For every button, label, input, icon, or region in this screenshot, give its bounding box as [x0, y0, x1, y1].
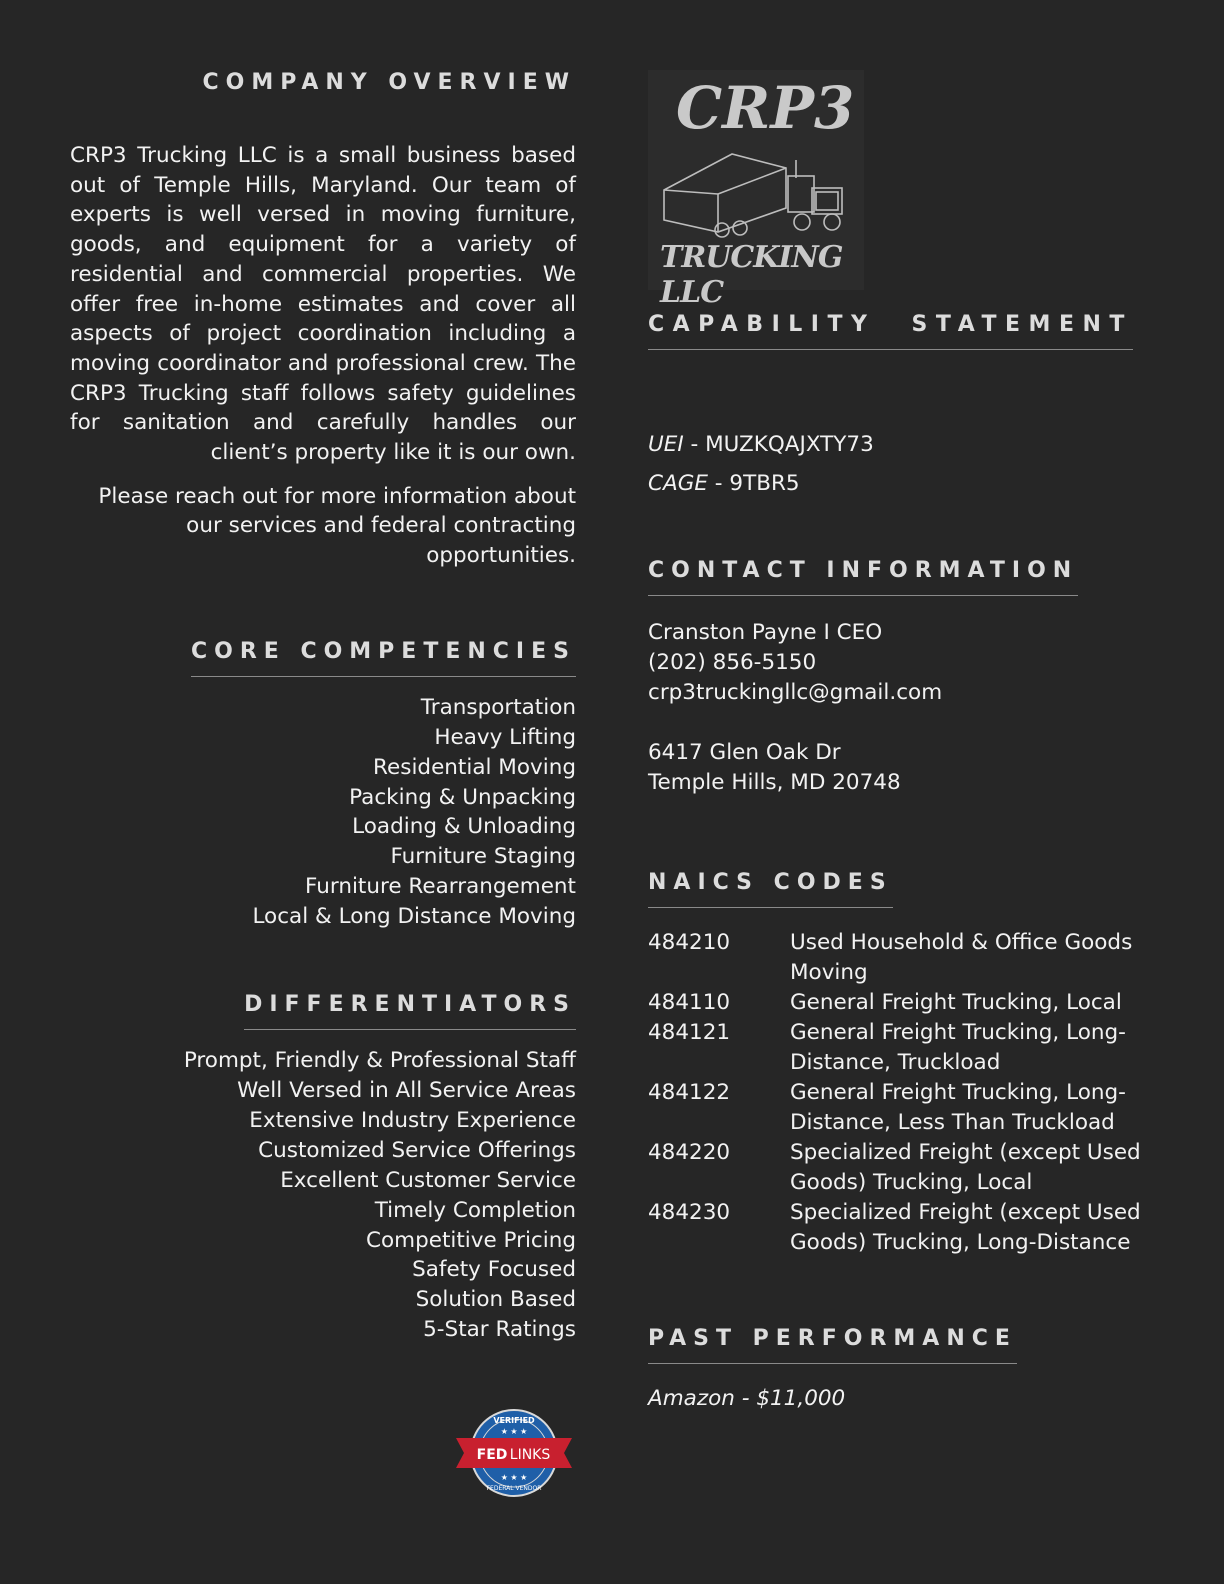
list-item: Competitive Pricing: [365, 1227, 576, 1253]
company-identifiers: [648, 432, 1148, 496]
badge-top-text: VERIFIED: [493, 1416, 535, 1425]
fedlinks-badge: [456, 1408, 572, 1502]
past-performance-heading: PAST PERFORMANCE: [648, 1326, 1017, 1364]
list-item: Timely Completion: [374, 1197, 576, 1223]
list-item: Heavy Lifting: [434, 724, 576, 750]
badge-bottom-text: FEDERAL VENDOR: [486, 1485, 542, 1492]
contact-email: crp3truckingllc@gmail.com: [648, 680, 943, 705]
truck-icon: [662, 150, 852, 240]
naics-code: 484121: [648, 1020, 731, 1045]
table-row: [648, 928, 1148, 988]
uei-value: MUZKQAJXTY73: [705, 432, 874, 457]
differentiators-section: [70, 992, 576, 1345]
badge-links-text: LINKS: [509, 1447, 551, 1463]
cage-value: 9TBR5: [729, 471, 800, 496]
contact-information-heading: CONTACT INFORMATION: [648, 558, 1078, 596]
naics-code: 484110: [648, 990, 731, 1015]
contact-details: [648, 618, 1148, 798]
list-item: Transportation: [420, 694, 576, 720]
naics-description: Specialized Freight (except Used Goods) Trucking, Local: [790, 1140, 1141, 1195]
list-item: Prompt, Friendly & Professional Staff: [183, 1048, 576, 1074]
core-competencies-section: [70, 639, 576, 932]
list-item: Customized Service Offerings: [258, 1137, 576, 1163]
naics-code: 484210: [648, 930, 731, 955]
naics-code: 484230: [648, 1200, 731, 1225]
contact-address-line2: Temple Hills, MD 20748: [648, 770, 901, 795]
logo-bottom-text: TRUCKING LLC: [660, 240, 843, 310]
star-icon: ★ ★ ★: [500, 1427, 528, 1436]
table-row: [648, 1198, 1148, 1258]
badge-fed-text: FED: [476, 1447, 508, 1463]
naics-description: General Freight Trucking, Long-Distance, Less Than Truckload: [790, 1080, 1126, 1135]
fedlinks-seal-icon: [456, 1408, 572, 1498]
list-item: Solution Based: [415, 1287, 576, 1313]
company-logo: [648, 70, 864, 310]
differentiators-heading: DIFFERENTIATORS: [244, 992, 576, 1030]
contact-name: Cranston Payne I CEO: [648, 620, 883, 645]
naics-section: [648, 870, 1148, 1258]
past-performance-section: [648, 1326, 1148, 1411]
list-item: Furniture Rearrangement: [305, 874, 576, 900]
naics-codes-heading: NAICS CODES: [648, 870, 893, 908]
naics-code: 484122: [648, 1080, 731, 1105]
naics-description: Specialized Freight (except Used Goods) Trucking, Long-Distance: [790, 1200, 1141, 1255]
list-item: 5-Star Ratings: [423, 1317, 576, 1343]
company-overview-heading: COMPANY OVERVIEW: [202, 70, 576, 95]
naics-table: [648, 928, 1148, 1258]
star-icon: ★ ★ ★: [500, 1473, 528, 1482]
core-competencies-heading: CORE COMPETENCIES: [191, 639, 576, 677]
table-row: [648, 1018, 1148, 1078]
table-row: [648, 1138, 1148, 1198]
contact-phone: (202) 856-5150: [648, 650, 817, 675]
company-overview-text: CRP3 Trucking LLC is a small business based out of Temple Hills, Maryland. Our team of experts is well versed in moving furniture, goods, and equipment for a variety of residential and commercial properties. We offer free in-home estimates and cover all aspects of project coordination including a moving coordinator and professional crew. The CRP3 Trucking staff follows safety guidelines for sanitation and carefully handles our client’s property like it is our own.: [70, 143, 576, 466]
cage-line: CAGE - 9TBR5: [648, 471, 800, 496]
list-item: Furniture Staging: [390, 844, 576, 870]
logo-top-text: CRP3: [676, 74, 855, 142]
naics-code: 484220: [648, 1140, 731, 1165]
table-row: [648, 988, 1148, 1018]
contact-section: [648, 558, 1148, 798]
list-item: Loading & Unloading: [352, 814, 576, 840]
uei-line: UEI - MUZKQAJXTY73: [648, 432, 874, 457]
core-competencies-list: [70, 693, 576, 932]
differentiators-list: [70, 1046, 576, 1345]
naics-description: General Freight Trucking, Local: [790, 990, 1122, 1015]
company-contact-invite: Please reach out for more information about our services and federal contracting opportunities.: [98, 483, 576, 569]
naics-description: Used Household & Office Goods Moving: [790, 930, 1133, 985]
table-row: [648, 1078, 1148, 1138]
list-item: Local & Long Distance Moving: [252, 904, 576, 930]
cage-label: CAGE: [648, 471, 708, 496]
left-column: [70, 70, 576, 1345]
contact-address-line1: 6417 Glen Oak Dr: [648, 740, 841, 765]
list-item: Excellent Customer Service: [280, 1167, 576, 1193]
list-item: Residential Moving: [373, 754, 576, 780]
list-item: Safety Focused: [412, 1257, 576, 1283]
uei-label: UEI: [648, 432, 684, 457]
list-item: Well Versed in All Service Areas: [237, 1078, 576, 1103]
list-item: Packing & Unpacking: [349, 784, 576, 810]
naics-description: General Freight Trucking, Long-Distance, Truckload: [790, 1020, 1126, 1075]
right-column: [648, 70, 1148, 1411]
list-item: Extensive Industry Experience: [249, 1107, 576, 1133]
past-performance-entry: Amazon - $11,000: [648, 1386, 846, 1411]
capability-statement-heading: CAPABILITY STATEMENT: [648, 312, 1133, 350]
